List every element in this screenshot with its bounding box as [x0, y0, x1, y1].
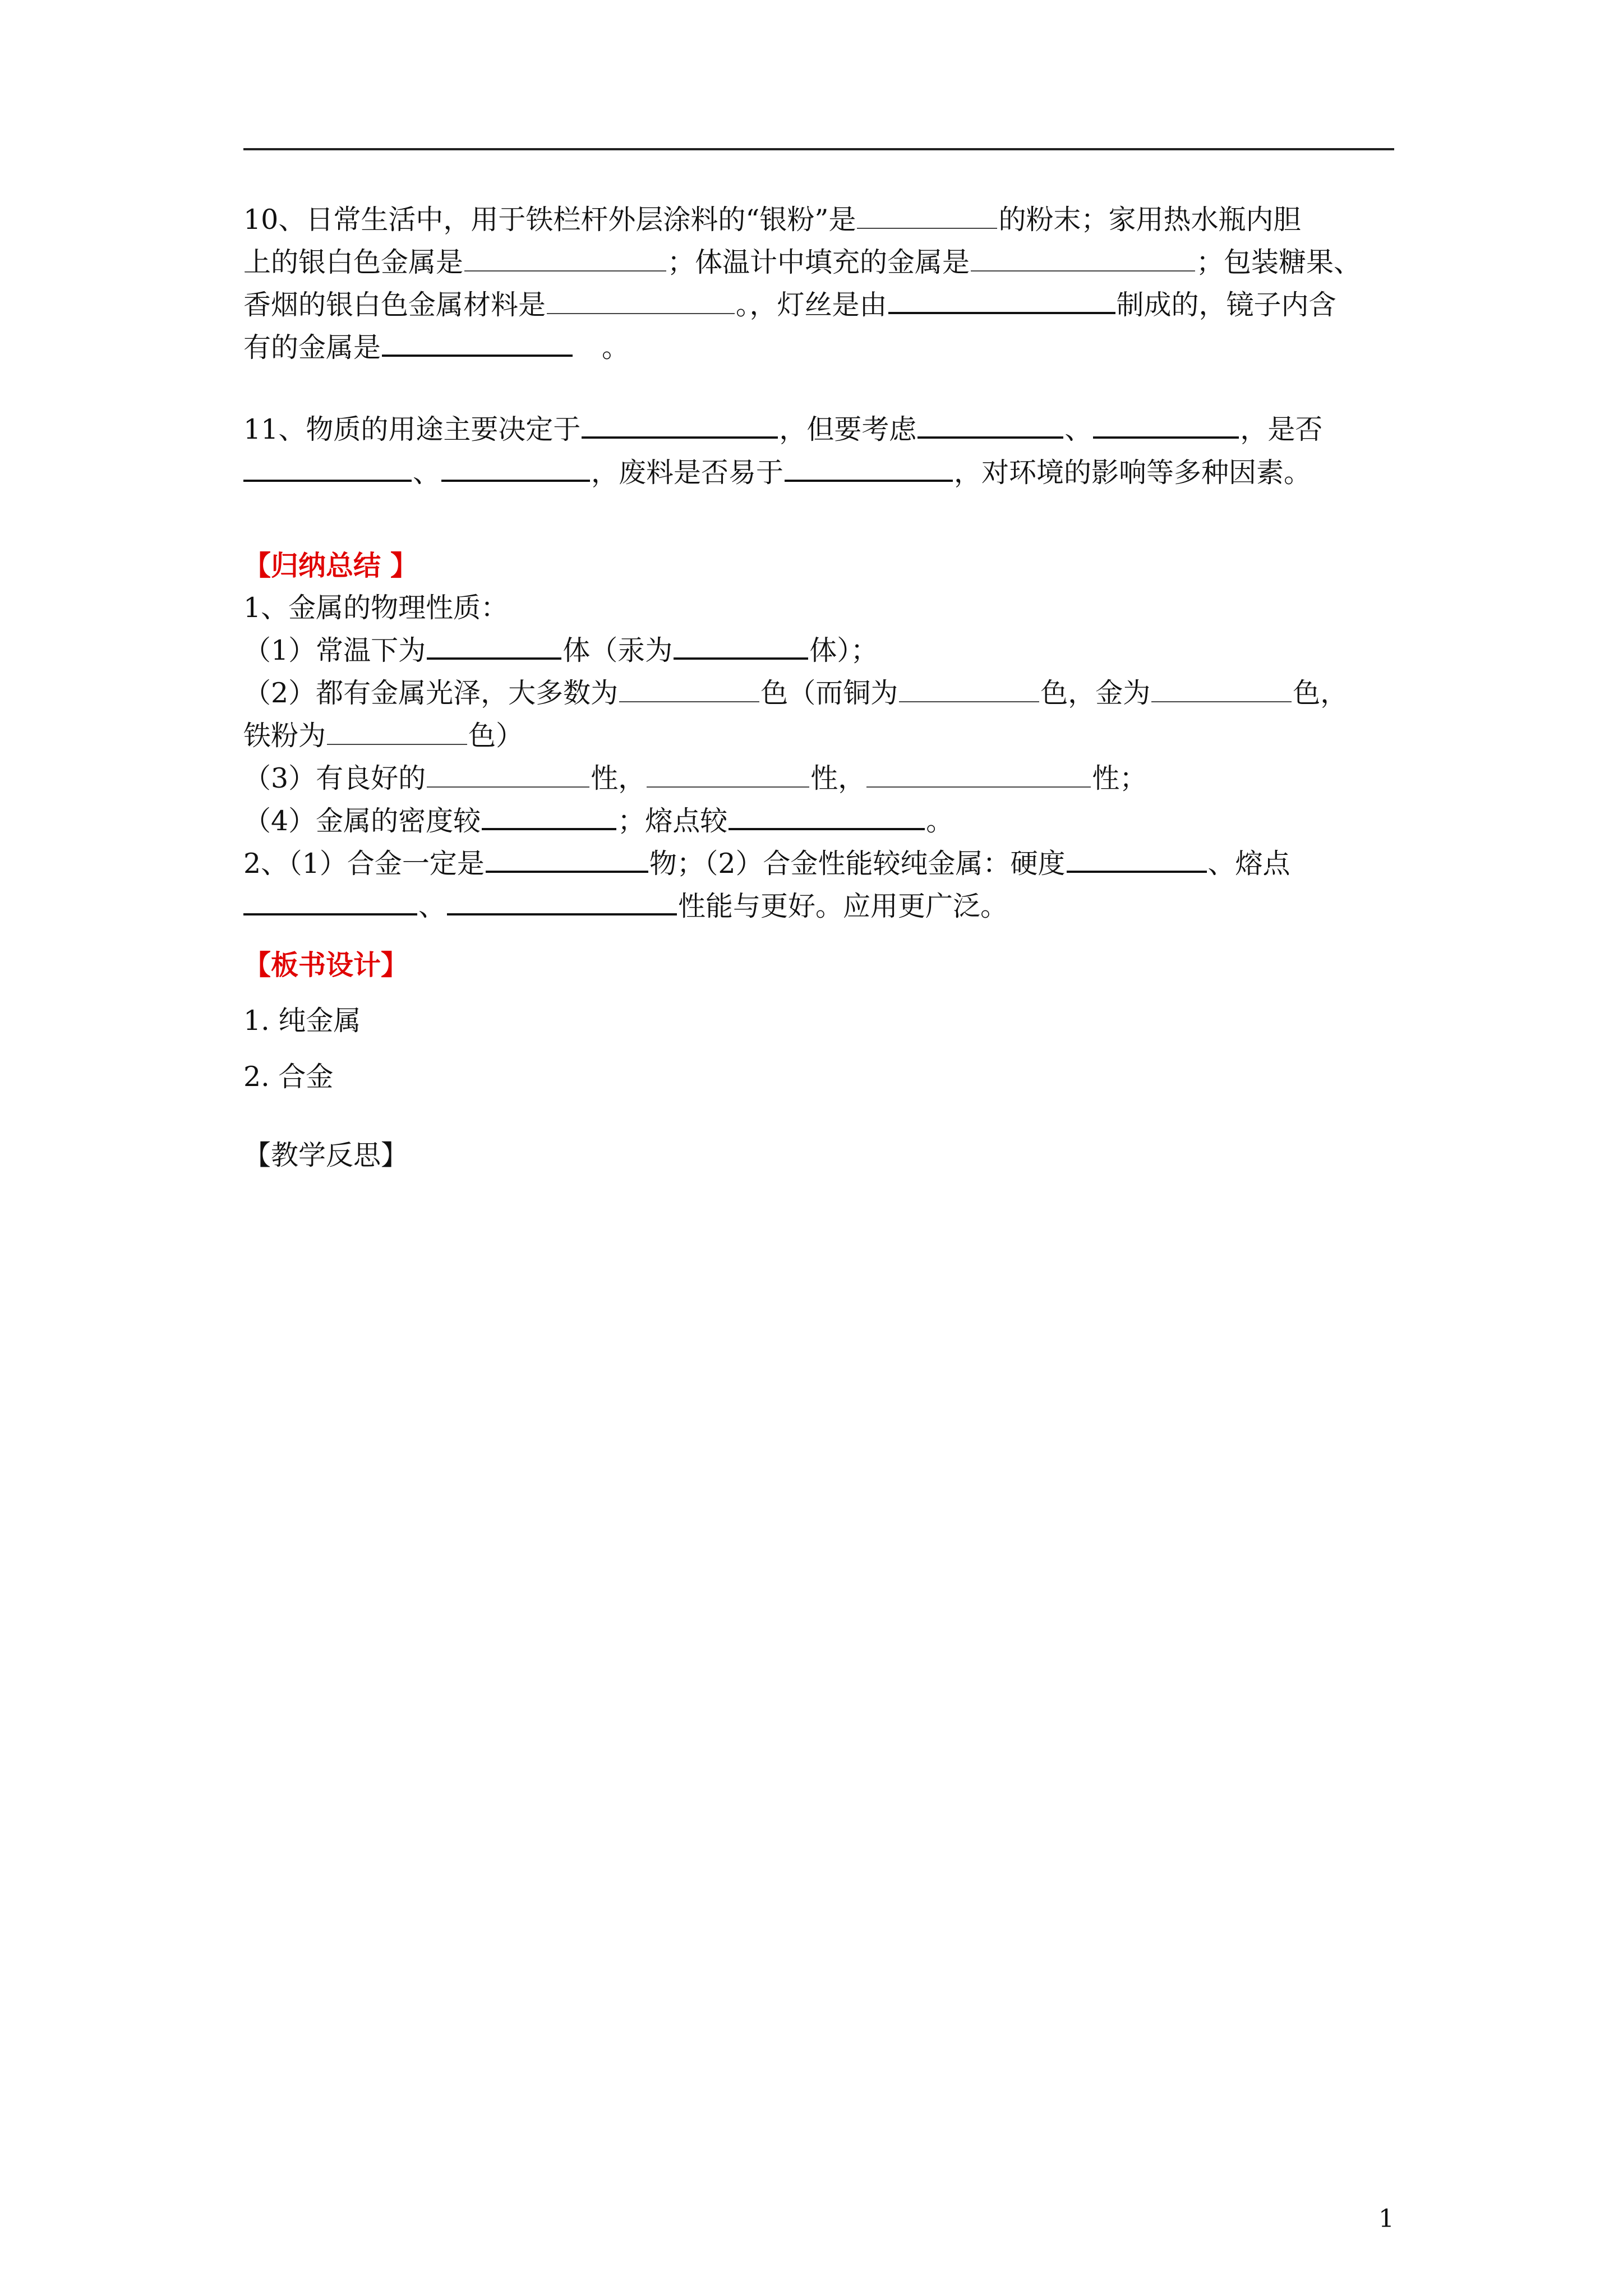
q10-text: 。，灯丝是由: [736, 289, 887, 321]
q11-text: ，是否: [1240, 413, 1323, 445]
answer-blank[interactable]: [857, 227, 997, 229]
q10-text: 10、日常生活中，用于铁栏杆外层涂料的“银粉”是: [243, 204, 856, 236]
answer-blank[interactable]: [785, 479, 953, 482]
answer-blank[interactable]: [1093, 436, 1239, 439]
summary-text: （4）金属的密度较: [243, 805, 481, 837]
q11-text: ，对环境的影响等多种因素。: [954, 457, 1312, 489]
q11-text: 、: [413, 457, 441, 489]
q10-line-4: [243, 331, 629, 365]
answer-blank[interactable]: [1151, 701, 1292, 702]
q10-line-2: [243, 246, 1361, 279]
summary-item-2: [243, 847, 1290, 881]
summary-text: 铁粉为: [243, 720, 326, 752]
summary-item-2-cont: [243, 890, 1008, 923]
q11-text: ，但要考虑: [779, 413, 917, 445]
q10-text: 香烟的银白色金属材料是: [243, 289, 546, 321]
answer-blank[interactable]: [582, 436, 778, 439]
header-rule: [243, 148, 1394, 150]
q10-text: ；包装糖果、: [1196, 246, 1362, 278]
q10-line-3: [243, 288, 1336, 322]
q10-text: ；体温计中填充的金属是: [667, 246, 970, 278]
board-item-2: 2. 合金: [243, 1061, 334, 1093]
answer-blank[interactable]: [243, 479, 412, 482]
q11-line-1: [243, 413, 1322, 447]
answer-blank[interactable]: [486, 870, 648, 873]
summary-text: 色，: [1293, 677, 1348, 709]
answer-blank[interactable]: [427, 786, 589, 788]
q10-text: 的粉末；家用热水瓶内胆: [998, 204, 1301, 236]
q11-text: ，废料是否易于: [591, 457, 784, 489]
answer-blank[interactable]: [866, 786, 1091, 788]
answer-blank[interactable]: [441, 479, 590, 482]
answer-blank[interactable]: [482, 827, 616, 830]
summary-item-1-3: [243, 762, 1147, 795]
summary-text: 、熔点: [1207, 848, 1290, 880]
summary-text: （3）有良好的: [243, 762, 426, 794]
answer-blank[interactable]: [1067, 870, 1207, 873]
summary-text: 性，: [591, 762, 646, 794]
q11-text: 11、物质的用途主要决定于: [243, 413, 581, 445]
summary-text: ；熔点较: [617, 805, 728, 837]
summary-text: 性，: [810, 762, 866, 794]
q10-text: 上的银白色金属是: [243, 246, 464, 278]
summary-item-1-2: [243, 677, 1348, 710]
answer-blank[interactable]: [447, 913, 677, 915]
q11-line-2: [243, 456, 1311, 490]
summary-text: 体）；: [809, 634, 878, 666]
answer-blank[interactable]: [547, 312, 735, 314]
summary-text: 性能与更好。应用更广泛。: [678, 890, 1008, 922]
summary-text: （2）都有金属光泽，大多数为: [243, 677, 619, 709]
reflection-heading: 【教学反思】: [243, 1139, 409, 1171]
summary-text: （1）常温下为: [243, 634, 426, 666]
answer-blank[interactable]: [917, 436, 1063, 439]
page-number: 1: [1378, 2205, 1394, 2233]
summary-heading: 【归纳总结 】: [243, 549, 418, 582]
summary-text: 物；（2）合金性能较纯金属：硬度: [649, 848, 1066, 880]
answer-blank[interactable]: [427, 657, 561, 660]
answer-blank[interactable]: [382, 354, 573, 357]
answer-blank[interactable]: [243, 913, 417, 915]
answer-blank[interactable]: [971, 270, 1195, 272]
answer-blank[interactable]: [674, 657, 808, 660]
summary-text: 2、（1）合金一定是: [243, 848, 485, 880]
summary-item-1-1: [243, 634, 878, 668]
summary-item-1-4: [243, 804, 953, 838]
answer-blank[interactable]: [899, 701, 1039, 702]
answer-blank[interactable]: [327, 743, 467, 745]
summary-text: 。: [926, 805, 954, 837]
q10-text: 。: [602, 332, 630, 364]
board-item-1: 1. 纯金属: [243, 1005, 361, 1037]
summary-item-1-2-cont: [243, 719, 523, 753]
summary-text: 体（汞为: [562, 634, 673, 666]
summary-text: 色，金为: [1040, 677, 1151, 709]
summary-text: 、: [418, 890, 446, 922]
answer-blank[interactable]: [464, 270, 666, 272]
q11-text: 、: [1064, 413, 1092, 445]
answer-blank[interactable]: [728, 827, 925, 830]
board-heading: 【板书设计】: [243, 949, 409, 981]
summary-text: 色（而铜为: [760, 677, 898, 709]
q10-text: 制成的，镜子内含: [1116, 289, 1336, 321]
q10-line-1: [243, 203, 1301, 237]
q10-text: 有的金属是: [243, 332, 381, 364]
answer-blank[interactable]: [888, 311, 1115, 314]
summary-item-1-title: 1、金属的物理性质：: [243, 592, 509, 624]
summary-text: 色）: [468, 720, 524, 752]
answer-blank[interactable]: [647, 786, 809, 788]
answer-blank[interactable]: [619, 701, 759, 702]
summary-text: 性；: [1092, 762, 1147, 794]
